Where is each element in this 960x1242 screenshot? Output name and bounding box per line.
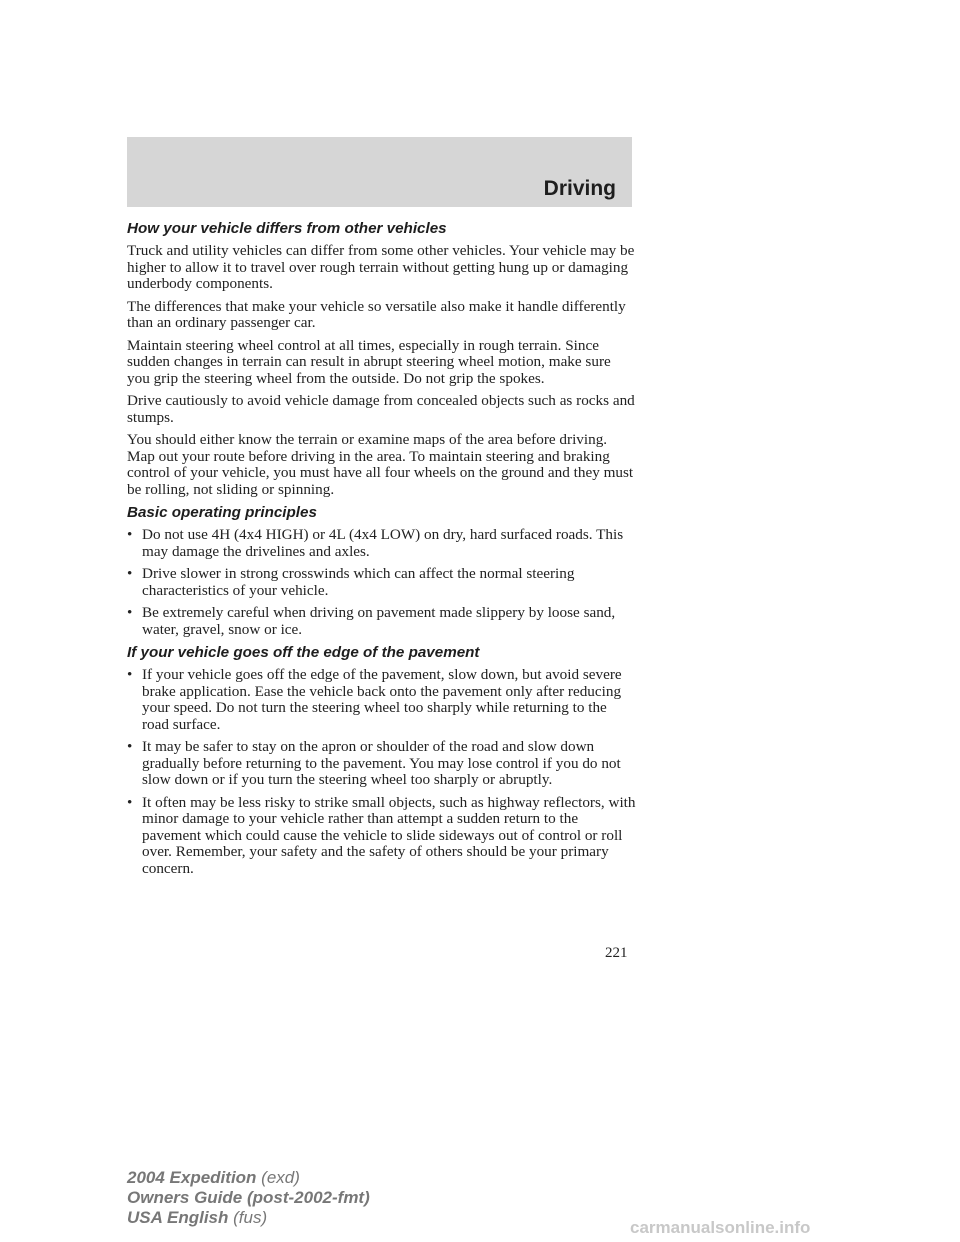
section-heading: Basic operating principles (127, 504, 317, 521)
section-title: Driving (543, 177, 616, 200)
list-item-text: Be extremely careful when driving on pavement made slippery by loose sand, water, gravel, snow or ice. (142, 604, 616, 638)
bullet-icon: • (127, 526, 133, 543)
footer-model-code: (exd) (256, 1168, 300, 1187)
paragraph: Drive cautiously to avoid vehicle damage from concealed objects such as rocks and stumps. (127, 392, 635, 426)
watermark: carmanualsonline.info (630, 1218, 811, 1237)
list-item (127, 527, 637, 560)
bullet-icon: • (127, 738, 133, 755)
document-footer (127, 1168, 370, 1228)
page-number: 221 (605, 945, 628, 961)
paragraph: Maintain steering wheel control at all times, especially in rough terrain. Since sudden changes in terrain can result in abrupt steering wheel motion, make sure you grip the steering wheel from the outside. Do not grip the spokes. (127, 336, 611, 387)
bullet-list (127, 667, 637, 877)
footer-line (127, 1168, 370, 1188)
footer-model: 2004 Expedition (127, 1168, 257, 1187)
section-heading: How your vehicle differs from other vehicles (127, 220, 447, 237)
list-item (127, 566, 637, 599)
page-content (127, 220, 637, 883)
list-item (127, 795, 637, 878)
section-heading: If your vehicle goes off the edge of the pavement (127, 644, 480, 661)
list-item (127, 739, 637, 789)
bullet-icon: • (127, 793, 133, 811)
footer-line (127, 1188, 370, 1208)
paragraph: Truck and utility vehicles can differ from some other vehicles. Your vehicle may be higher to allow it to travel over rough terrain without getting hung up or damaging underbody components. (127, 242, 635, 292)
list-item-text: Drive slower in strong crosswinds which can affect the normal steering characteristics of your vehicle. (142, 565, 575, 599)
list-item-text: It may be safer to stay on the apron or shoulder of the road and slow down gradually before returning to the pavement. You may lose control if you do not slow down or if you turn the steering wheel too sharply or abruptly. (142, 738, 621, 788)
bullet-icon: • (127, 565, 133, 582)
bullet-list (127, 527, 637, 638)
list-item (127, 605, 637, 638)
footer-line (127, 1208, 370, 1228)
paragraph: You should either know the terrain or examine maps of the area before driving. Map out your route before driving in the area. To maintain steering and braking control of your vehicle, you must have all four wheels on the ground and they must be rolling, not sliding or spinning. (127, 431, 634, 498)
list-item-text: It often may be less risky to strike small objects, such as highway reflectors, with minor damage to your vehicle rather than attempt a sudden return to the pavement which could cause the vehicle to slide sideways out of control or roll over. Remember, your safety and the safety of others should be your primary concern. (142, 793, 636, 877)
bullet-icon: • (127, 604, 133, 621)
footer-language: USA English (127, 1208, 229, 1227)
bullet-icon: • (127, 666, 133, 683)
footer-language-code: (fus) (228, 1208, 268, 1227)
list-item-text: Do not use 4H (4x4 HIGH) or 4L (4x4 LOW) on dry, hard surfaced roads. This may damage the drivelines and axles. (142, 526, 624, 560)
paragraph: The differences that make your vehicle so versatile also make it handle differently than an ordinary passenger car. (127, 297, 626, 331)
section-header-band (127, 137, 632, 207)
footer-guide: Owners Guide (post-2002-fmt) (127, 1188, 370, 1207)
list-item (127, 667, 637, 733)
list-item-text: If your vehicle goes off the edge of the pavement, slow down, but avoid severe brake application. Ease the vehicle back onto the pavement only after reducing your speed. Do not turn the steering wheel too sharply while returning to the road surface. (142, 666, 622, 733)
